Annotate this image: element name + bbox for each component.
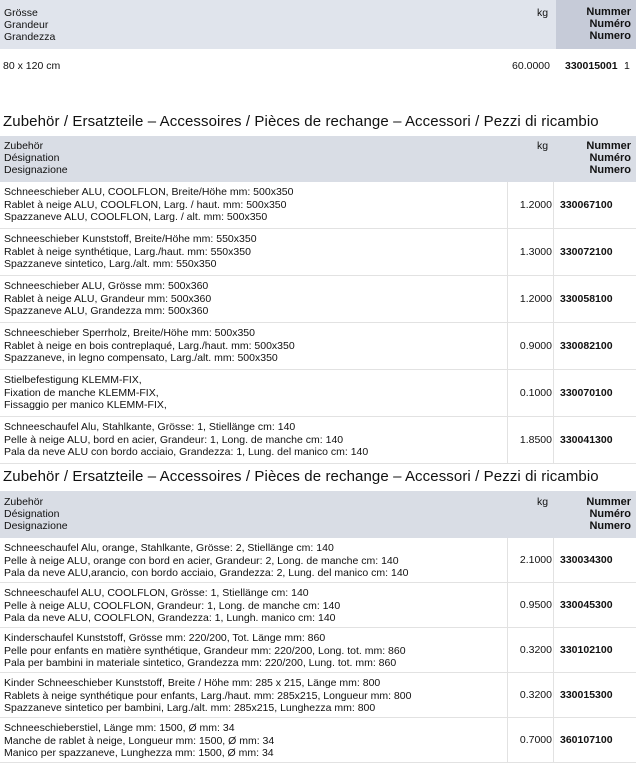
table-row <box>0 718 636 763</box>
description-line: Stielbefestigung KLEMM-FIX, <box>4 374 142 386</box>
top-row <box>0 60 636 76</box>
table-row <box>0 323 636 370</box>
description-line: Rablet à neige en bois contreplaqué, Larg./haut. mm: 500x350 <box>4 339 295 352</box>
description-line: Pelle à neige ALU, COOLFLON, Grandeur: 1, Long. de manche cm: 140 <box>4 599 341 612</box>
article-number: 330034300 <box>560 554 613 566</box>
item-description <box>4 280 211 318</box>
header-num-de: Nummer <box>586 496 631 508</box>
kg-column-header: kg <box>537 7 549 19</box>
description-line: Kinder Schneeschieber Kunststoff, Breite / Höhe mm: 285 x 215, Länge mm: 800 <box>4 677 381 689</box>
article-number: 330045300 <box>560 599 613 611</box>
article-suffix: 1 <box>624 60 630 72</box>
description-line: Schneeschaufel Alu, Stahlkante, Grösse: 1, Stiellänge cm: 140 <box>4 421 296 433</box>
header-label-it: Designazione <box>4 164 68 176</box>
description-line: Spazzaneve sintetico per bambini, Larg./alt. mm: 285x215, Lunghezza mm: 800 <box>4 702 376 714</box>
table-row <box>0 229 636 276</box>
article-number: 330072100 <box>560 246 613 258</box>
table-row <box>0 628 636 673</box>
item-description <box>4 632 406 670</box>
weight-value: 1.2000 <box>519 199 552 211</box>
kg-column-header: kg <box>537 496 549 508</box>
header-label-it: Grandezza <box>4 31 56 43</box>
description-line: Schneeschieber Kunststoff, Breite/Höhe mm: 550x350 <box>4 233 257 245</box>
article-number: 330041300 <box>560 434 613 446</box>
section-title: Zubehör / Ersatzteile – Accessoires / Pièces de rechange – Accessori / Pezzi di ricambio <box>3 468 599 485</box>
description-line: Pelle pour enfants en matière synthétique, Grandeur mm: 220/200, Long. tot. mm: 860 <box>4 644 406 657</box>
article-number: 330067100 <box>560 199 613 211</box>
article-number: 330102100 <box>560 644 613 656</box>
weight-value: 1.3000 <box>519 246 552 258</box>
header-label-fr: Désignation <box>4 152 60 164</box>
description-line: Rablet à neige ALU, Grandeur mm: 500x360 <box>4 292 212 305</box>
description-line: Spazzaneve sintetico, Larg./alt. mm: 550x350 <box>4 258 217 270</box>
item-description <box>4 186 293 224</box>
description-line: Schneeschaufel Alu, orange, Stahlkante, Grösse: 2, Stiellänge cm: 140 <box>4 542 334 554</box>
article-number: 330082100 <box>560 340 613 352</box>
weight-value: 0.9000 <box>519 340 552 352</box>
header-label-de: Zubehör <box>4 496 44 508</box>
header-num-it: Numero <box>589 30 631 42</box>
table-row <box>0 370 636 417</box>
header-num-it: Numero <box>589 164 631 176</box>
description-line: Pala per bambini in materiale sintetico, Grandezza mm: 220/200, Lung. tot. mm: 860 <box>4 657 397 669</box>
section-title: Zubehör / Ersatzteile – Accessoires / Pièces de rechange – Accessori / Pezzi di ricambio <box>3 113 599 130</box>
description-line: Rablet à neige synthétique, Larg./haut. mm: 550x350 <box>4 245 251 258</box>
header-label-de: Grösse <box>4 7 38 19</box>
weight-value: 0.9500 <box>519 599 552 611</box>
article-number: 330070100 <box>560 387 613 399</box>
number-column-header <box>556 496 636 532</box>
description-line: Fixation de manche KLEMM-FIX, <box>4 386 159 399</box>
number-column-header <box>556 140 636 176</box>
item-description <box>4 722 274 760</box>
table-row <box>0 538 636 583</box>
table-row <box>0 276 636 323</box>
weight-value: 0.1000 <box>519 387 552 399</box>
description-line: Rablet à neige ALU, COOLFLON, Larg. / haut. mm: 500x350 <box>4 198 287 211</box>
description-line: Rablets à neige synthétique pour enfants, Larg./haut. mm: 285x215, Longueur mm: 800 <box>4 689 412 702</box>
description-line: Pala da neve ALU,arancio, con bordo acciaio, Grandezza: 2, Lung. del manico cm: 140 <box>4 567 409 579</box>
item-description <box>4 327 295 365</box>
description-line: Spazzaneve ALU, Grandezza mm: 500x360 <box>4 305 209 317</box>
weight-value: 0.3200 <box>519 644 552 656</box>
description-line: Schneeschaufel ALU, COOLFLON, Grösse: 1, Stiellänge cm: 140 <box>4 587 309 599</box>
header-num-de: Nummer <box>586 140 631 152</box>
top-table-header <box>0 0 636 49</box>
article-number: 360107100 <box>560 734 613 746</box>
table-row <box>0 182 636 229</box>
table-row <box>0 583 636 628</box>
table-row <box>0 673 636 718</box>
description-line: Schneeschieber ALU, Grösse mm: 500x360 <box>4 280 209 292</box>
description-line: Schneeschieberstiel, Länge mm: 1500, Ø mm: 34 <box>4 722 235 734</box>
kg-column-header: kg <box>537 140 549 152</box>
section2-table-header <box>0 491 636 538</box>
weight-value: 1.2000 <box>519 293 552 305</box>
header-label-fr: Grandeur <box>4 19 49 31</box>
size-column-header <box>4 7 55 43</box>
item-description <box>4 542 409 580</box>
weight-value: 60.0000 <box>512 60 550 72</box>
description-line: Pelle à neige ALU, bord en acier, Grandeur: 1, Long. de manche cm: 140 <box>4 433 344 446</box>
article-number: 330015300 <box>560 689 613 701</box>
header-num-it: Numero <box>589 520 631 532</box>
item-description <box>4 233 257 271</box>
description-line: Pelle à neige ALU, orange con bord en acier, Grandeur: 2, Long. de manche cm: 140 <box>4 554 399 567</box>
article-number: 330058100 <box>560 293 613 305</box>
section1-table-header <box>0 136 636 182</box>
weight-value: 2.1000 <box>519 554 552 566</box>
item-description <box>4 677 411 715</box>
header-label-de: Zubehör <box>4 140 44 152</box>
description-line: Kinderschaufel Kunststoff, Grösse mm: 220/200, Tot. Länge mm: 860 <box>4 632 326 644</box>
table-row <box>0 417 636 464</box>
designation-column-header <box>4 496 68 532</box>
header-num-fr: Numéro <box>589 18 631 30</box>
description-line: Fissaggio per manico KLEMM-FIX, <box>4 399 167 411</box>
item-description <box>4 421 368 459</box>
description-line: Pala da neve ALU, COOLFLON, Grandezza: 1, Lungh. manico cm: 140 <box>4 612 336 624</box>
description-line: Schneeschieber Sperrholz, Breite/Höhe mm: 500x350 <box>4 327 255 339</box>
weight-value: 0.7000 <box>519 734 552 746</box>
weight-value: 1.8500 <box>519 434 552 446</box>
number-column-header <box>556 0 636 49</box>
article-number: 330015001 <box>565 60 618 72</box>
item-description <box>4 587 340 625</box>
description-line: Spazzaneve ALU, COOLFLON, Larg. / alt. mm: 500x350 <box>4 211 268 223</box>
description-line: Manche de rablet à neige, Longueur mm: 1500, Ø mm: 34 <box>4 734 275 747</box>
description-line: Manico per spazzaneve, Lunghezza mm: 1500, Ø mm: 34 <box>4 747 274 759</box>
item-description <box>4 374 167 412</box>
description-line: Schneeschieber ALU, COOLFLON, Breite/Höhe mm: 500x350 <box>4 186 294 198</box>
size-value: 80 x 120 cm <box>3 60 61 72</box>
designation-column-header <box>4 140 68 176</box>
header-num-fr: Numéro <box>589 152 631 164</box>
header-label-it: Designazione <box>4 520 68 532</box>
description-line: Pala da neve ALU con bordo acciaio, Grandezza: 1, Lung. del manico cm: 140 <box>4 446 369 458</box>
description-line: Spazzaneve, in legno compensato, Larg./alt. mm: 500x350 <box>4 352 278 364</box>
header-label-fr: Désignation <box>4 508 60 520</box>
weight-value: 0.3200 <box>519 689 552 701</box>
header-num-de: Nummer <box>586 6 631 18</box>
header-num-fr: Numéro <box>589 508 631 520</box>
